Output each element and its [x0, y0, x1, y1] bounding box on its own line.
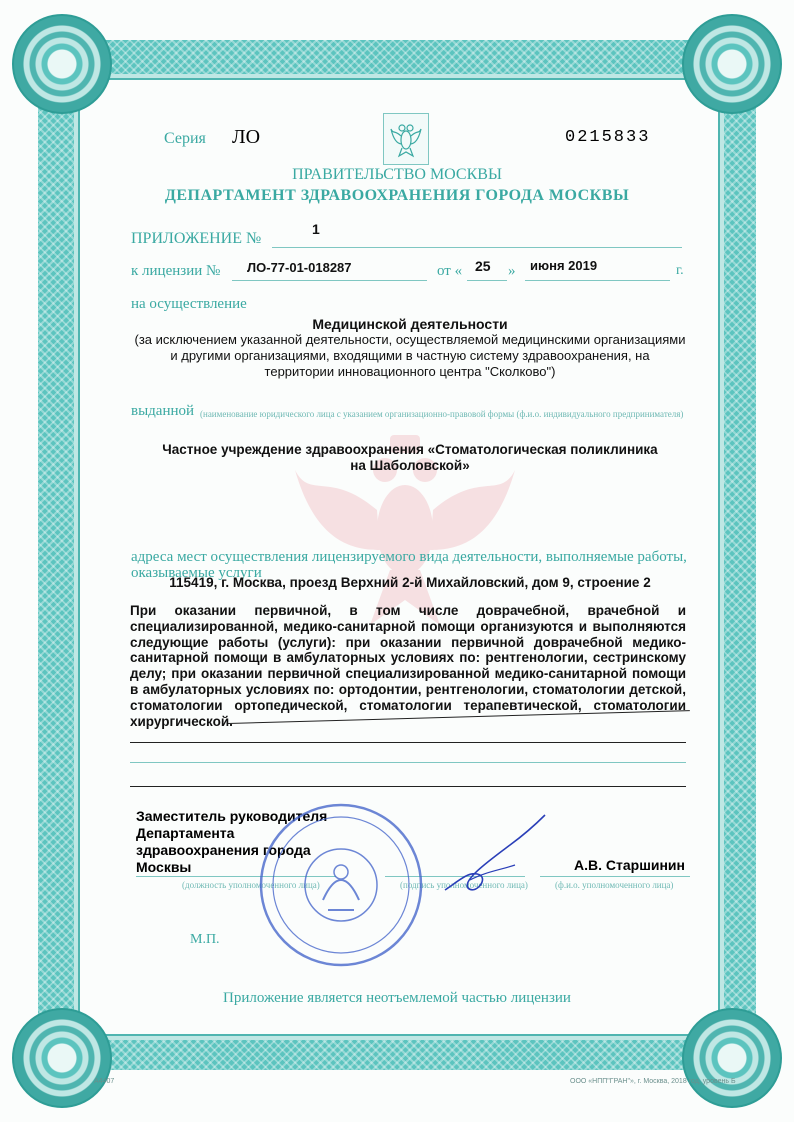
activity-note-line2: и другими организациями, входящими в частную систему здравоохранения, на — [170, 348, 650, 363]
government-title: ПРАВИТЕЛЬСТВО МОСКВЫ — [292, 166, 502, 183]
license-label: к лицензии № — [131, 263, 221, 279]
signer-position-line3: здравоохранения города — [136, 842, 311, 858]
form-code: А4407 — [94, 1078, 115, 1085]
handwritten-signature-icon — [440, 810, 550, 900]
seal-place-label: М.П. — [190, 932, 220, 947]
activity-label: на осуществление — [131, 296, 247, 312]
rosette-top-right-icon — [682, 14, 782, 114]
address-value: 115419, г. Москва, проезд Верхний 2-й Михайловский, дом 9, строение 2 — [169, 575, 651, 590]
signer-position-line4: Москвы — [136, 859, 192, 875]
hint-position: (должность уполномоченного лица) — [182, 880, 320, 890]
form-number: 0215833 — [565, 128, 651, 147]
issued-hint: (наименование юридического лица с указанием организационно-правовой формы (ф.и.о. индивидуального предпринимателя) — [200, 409, 684, 419]
series-value: ЛО — [232, 126, 261, 148]
signer-position-line2: Департамента — [136, 825, 235, 841]
official-seal-stamp-icon — [253, 800, 428, 970]
date-year-suffix: г. — [676, 263, 684, 278]
address-label-line2: оказываемые услуги — [131, 565, 262, 581]
signer-name: А.В. Старшинин — [574, 857, 685, 873]
organization-line1: Частное учреждение здравоохранения «Стоматологическая поликлиника — [162, 442, 658, 457]
coat-of-arms-icon — [390, 120, 422, 158]
date-from-label: от « — [437, 263, 463, 279]
rosette-bottom-right-icon — [682, 1008, 782, 1108]
activity-name: Медицинской деятельности — [312, 316, 508, 332]
rosette-bottom-left-icon — [12, 1008, 115, 1108]
activity-note-line3: территории инновационного центра "Сколково") — [264, 364, 556, 379]
license-number: ЛО-77-01-018287 — [247, 260, 352, 275]
address-label-line1: адреса мест осуществления лицензируемого вида деятельности, выполняемые работы, — [131, 549, 687, 565]
rosette-top-left-icon — [12, 14, 112, 114]
organization-line2: на Шаболовской» — [350, 458, 470, 473]
footer-note: Приложение является неотъемлемой частью лицензии — [223, 990, 571, 1006]
hint-name: (ф.и.о. уполномоченного лица) — [555, 880, 674, 890]
emblem-box — [383, 113, 429, 165]
services-text: При оказании первичной, в том числе доврачебной, врачебной и специализированной, медико-санитарной помощи организуются и выполняются следующие работы (услуги): при оказании первичной доврачебной медико-санитарной помощи в амбулаторных условиях по: рентгенологии, сестринскому делу; при оказании первичной специализированной медико-санитарной помощи в амбулаторных условиях по: ортодонтии, рентгенологии, стоматологии детской, стоматологии ортопедической, стоматологии терапевтической, стоматологии хирургической. — [130, 603, 686, 729]
department-title: ДЕПАРТАМЕНТ ЗДРАВООХРАНЕНИЯ ГОРОДА МОСКВЫ — [164, 187, 630, 204]
signer-position-line1: Заместитель руководителя — [136, 808, 328, 824]
series-label: Серия — [164, 130, 206, 147]
activity-note-line1: (за исключением указанной деятельности, осуществляемой медицинскими организациями — [134, 332, 686, 347]
date-day: 25 — [475, 258, 491, 274]
hint-signature: (подпись уполномоченного лица) — [400, 880, 528, 890]
printer-info: ООО «НПП"ГРАН"», г. Москва, 2018 год, уровень Б — [570, 1078, 736, 1085]
issued-label: выданной — [131, 403, 195, 419]
date-quote-close: » — [508, 263, 516, 279]
appendix-label: ПРИЛОЖЕНИЕ № — [131, 230, 262, 247]
date-month-year: июня 2019 — [530, 258, 598, 273]
appendix-number: 1 — [312, 221, 320, 237]
